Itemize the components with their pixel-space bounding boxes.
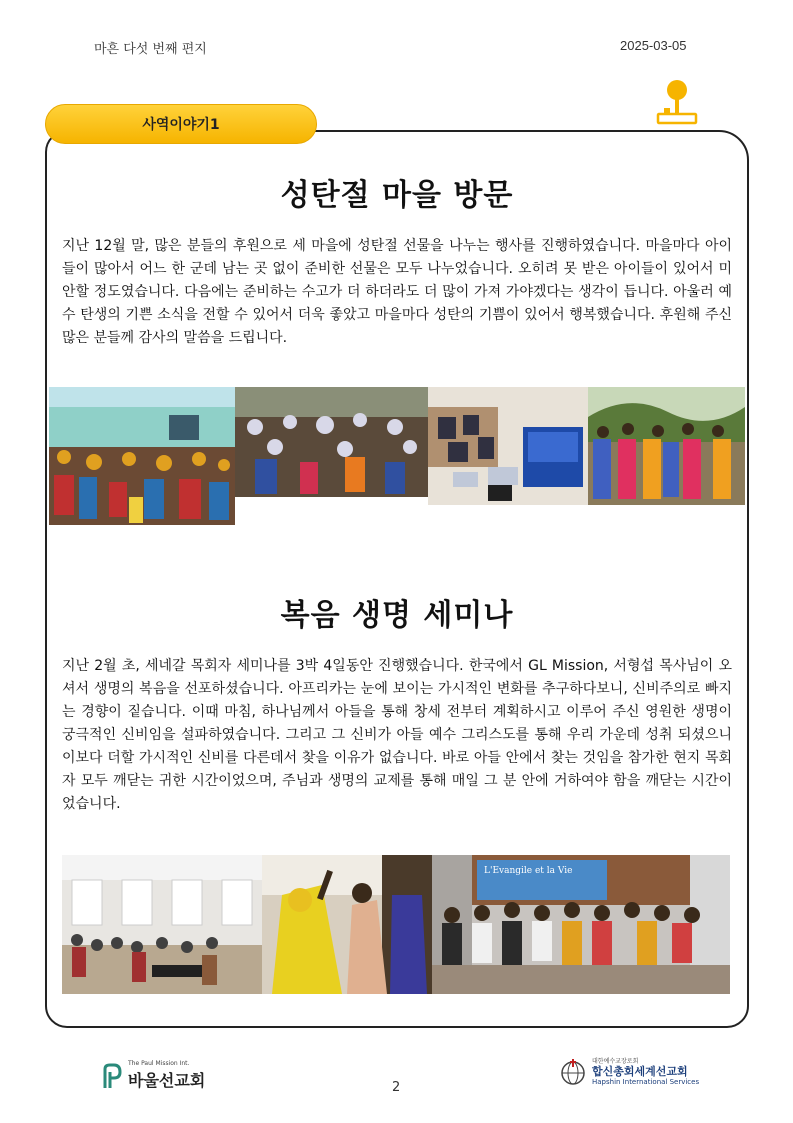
- seminar-banner-text: L'Evangile et la Vie: [484, 866, 573, 876]
- hapshin-brand: 합신총회세계선교회: [592, 1065, 688, 1078]
- joystick-icon: [654, 78, 700, 128]
- story2-title: 복음 생명 세미나: [280, 598, 514, 633]
- letter-date: 2025-03-05: [620, 38, 687, 53]
- photo-gift-packages: [428, 387, 588, 505]
- hapshin-small-label: 대한예수교장로회: [592, 1058, 639, 1065]
- paul-mission-small-label: The Paul Mission Int.: [128, 1060, 190, 1067]
- photo-village-children-group: [49, 387, 235, 525]
- hapshin-globe-icon: [560, 1058, 586, 1086]
- paul-mission-brand: 바울선교회: [128, 1071, 206, 1090]
- story1-title: 성탄절 마을 방문: [280, 178, 514, 213]
- photo-village-women-gifts: [588, 387, 745, 505]
- paul-mission-icon: [102, 1063, 122, 1089]
- section-tab: [45, 104, 317, 144]
- section-tab-label: 사역이야기1: [142, 117, 220, 133]
- paul-mission-logo: [102, 1060, 205, 1091]
- story2-body: 지난 2월 초, 세네갈 목회자 세미나를 3박 4일동안 진행했습니다. 한국에서 GL Mission, 서형섭 목사님이 오셔서 생명의 복음을 선포하셨습니다. 아프리카는 눈에 보이는 가시적인 변화를 추구하다보니, 신비주의로 빠지는 경향이 짙습니다. 이때 마침, 하나님께서 아들을 통해 창세 전부터 계획하시고 이루어 주신 영원한 생명이 궁극적인 신비임을 설파하였습니다. 그리고 그 신비가 아들 예수 그리스도를 통해 우리 가운데 성취 되셨으니 이보다 더할 가시적인 신비를 다른데서 찾을 이유가 없습니다. 바로 아들 안에서 찾는 것임을 참가한 현지 목회자 모두 깨닫는 귀한 시간이었으며, 주님과 생명의 교제를 통해 매일 그 분 안에 거하여야 함을 깨닫는 시간이었습니다.: [62, 658, 732, 812]
- story1-body: 지난 12월 말, 많은 분들의 후원으로 세 마을에 성탄절 선물을 나누는 행사를 진행하였습니다. 마을마다 아이들이 많아서 어느 한 군데 남는 곳 없이 준비한 선물은 모두 나누었습니다. 오히려 못 받은 아이들이 있어서 미안할 정도였습니다. 다음에는 준비하는 수고가 더 하더라도 더 많이 가져 가야겠다는 생각이 듭니다. 아울러 예수 탄생의 기쁜 소식을 전할 수 있어서 더욱 좋았고 마을마다 성탄의 기쁨이 있어서 행복했습니다. 후원해 주신 많은 분들께 감사의 말씀을 드립니다.: [62, 238, 732, 346]
- photo-worship-prayer: [262, 855, 432, 994]
- hapshin-brand-en: Hapshin International Services: [592, 1078, 700, 1086]
- photo-seminar-group: [432, 855, 730, 994]
- page-number: 2: [392, 1080, 401, 1095]
- photo-seminar-hall: [62, 855, 262, 994]
- photo-children-gifts-crowd: [235, 387, 428, 497]
- letter-title: 마흔 다섯 번째 편지: [94, 42, 207, 57]
- hapshin-logo: [560, 1058, 699, 1086]
